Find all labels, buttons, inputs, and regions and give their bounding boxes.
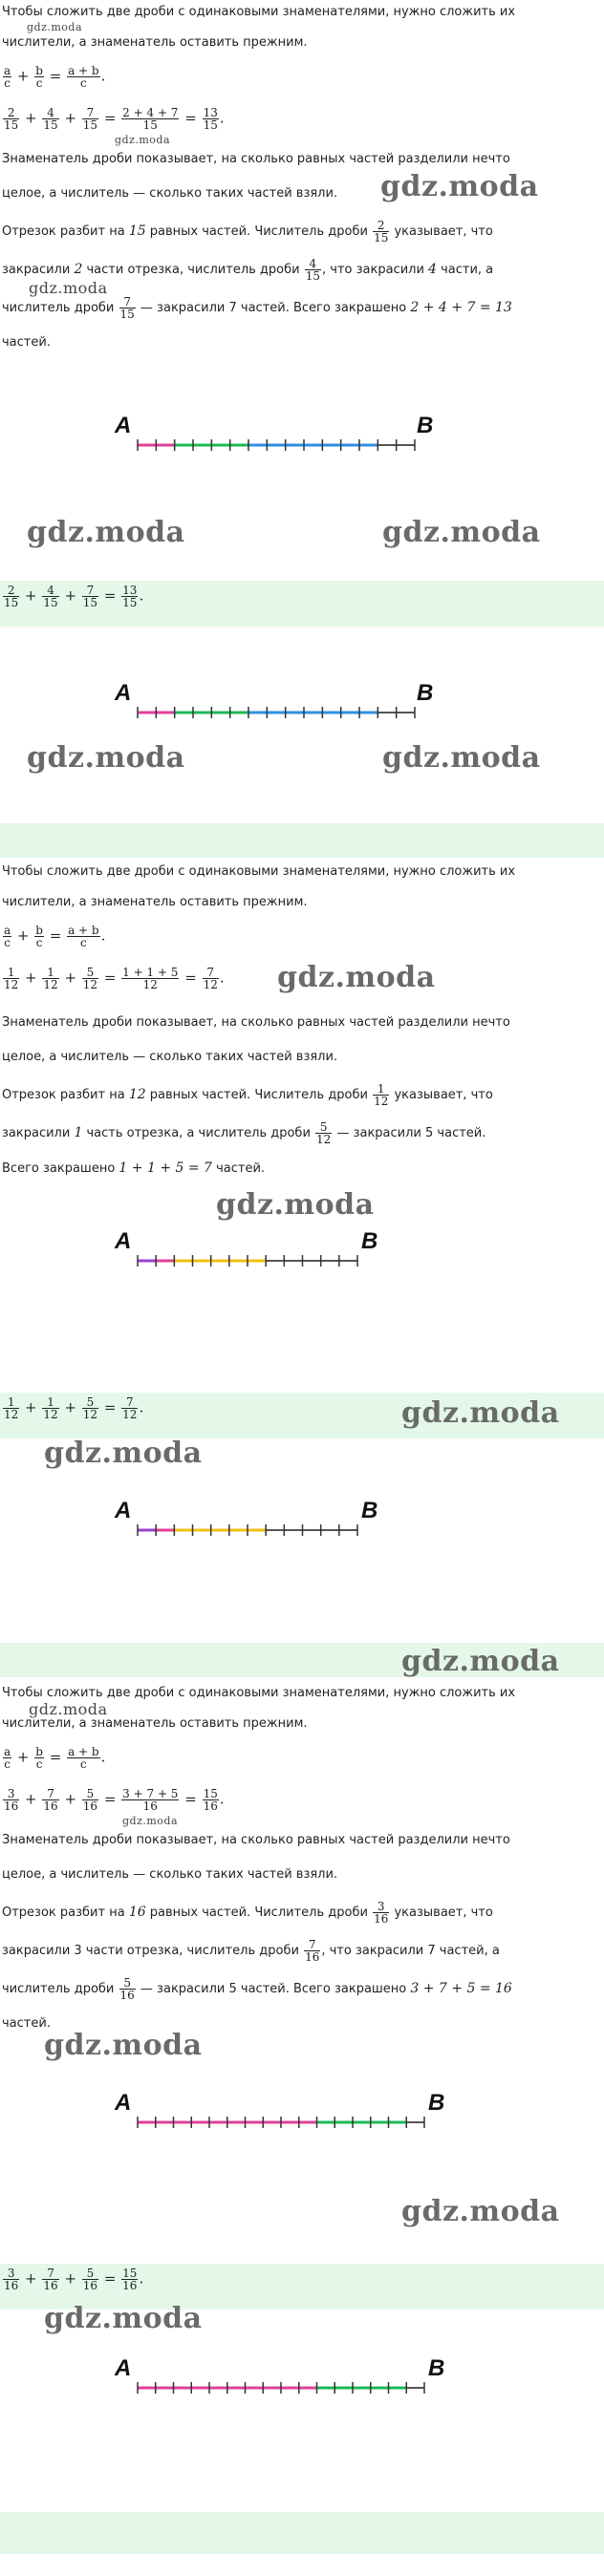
watermark: gdz.moda [44, 1437, 203, 1470]
point-a-label: A [115, 413, 132, 438]
rule-formula: $\frac{a}{c}$ + $\frac{b}{c}$ = $\frac{a + b}{c}$ . [4, 924, 106, 949]
segment-diagram [136, 1251, 365, 1270]
intro-text: Чтобы сложить две дроби с одинаковыми знаменателями, нужно сложить их [2, 1686, 516, 1700]
section-1 [0, 0, 604, 841]
watermark: gdz.moda [401, 2195, 560, 2228]
point-b-label: B [417, 413, 434, 438]
explanation-text: Всего закрашено 1 + 1 + 5 = 7 частей. [2, 1160, 266, 1176]
equation: $\frac{2}{15}$ + $\frac{4}{15}$ + $\frac{7}{15}$ = $\frac{2 + 4 + 7}{15}$ = $\frac{13}{15}$ . [4, 106, 225, 132]
watermark: gdz.moda [401, 1645, 560, 1678]
explanation-text: частей. [2, 335, 51, 350]
point-a-label: A [115, 680, 132, 706]
explanation-text: целое, а числитель — сколько таких частей взяли. [2, 1867, 338, 1882]
rule-formula: $\frac{a}{c}$ + $\frac{b}{c}$ = $\frac{a + b}{c}$ . [4, 1745, 106, 1771]
point-a-label: A [115, 2090, 132, 2116]
explanation-text: Отрезок разбит на 12 равных частей. Числитель дроби $\frac{1}{12}$ указывает, что [2, 1082, 493, 1108]
explanation-text: числитель дроби $\frac{5}{16}$ — закрасили 5 частей. Всего закрашено 3 + 7 + 5 = 16 [2, 1976, 512, 2002]
watermark: gdz.moda [401, 1396, 560, 1430]
explanation-text: числитель дроби $\frac{7}{15}$ — закрасили 7 частей. Всего закрашено 2 + 4 + 7 = 13 [2, 295, 512, 321]
section-3 [0, 1681, 604, 2522]
watermark: gdz.moda [216, 1188, 375, 1222]
segment-diagram [136, 2378, 432, 2397]
answer-equation: $\frac{3}{16}$ + $\frac{7}{16}$ + $\frac{5}{16}$ = $\frac{15}{16}$ . [4, 2267, 144, 2292]
point-b-label: B [417, 680, 434, 706]
watermark: gdz.moda [44, 2302, 203, 2335]
explanation-text: закрасили 2 части отрезка, числитель дроби $\frac{4}{15}$ , что закрасили 4 части, а [2, 257, 494, 283]
explanation-text: Знаменатель дроби показывает, на сколько равных частей разделили нечто [2, 1833, 510, 1847]
separator-band [0, 823, 604, 858]
answer-equation: $\frac{2}{15}$ + $\frac{4}{15}$ + $\frac{7}{15}$ = $\frac{13}{15}$ . [4, 584, 144, 609]
explanation-text: закрасили 1 часть отрезка, а числитель дроби $\frac{5}{12}$ — закрасили 5 частей. [2, 1120, 486, 1146]
point-a-label: A [115, 1498, 132, 1523]
segment-diagram [136, 703, 422, 722]
intro-text: числители, а знаменатель оставить прежним. [2, 895, 308, 909]
segment-diagram [136, 1521, 365, 1540]
separator-band [0, 2512, 604, 2554]
watermark: gdz.moda [382, 741, 541, 775]
explanation-text: частей. [2, 2016, 51, 2031]
explanation-text: Знаменатель дроби показывает, на сколько равных частей разделили нечто [2, 1015, 510, 1030]
watermark: gdz.moda [27, 21, 83, 33]
intro-text: числители, а знаменатель оставить прежним. [2, 1716, 308, 1731]
intro-text: Чтобы сложить две дроби с одинаковыми знаменателями, нужно сложить их [2, 864, 516, 879]
explanation-text: Отрезок разбит на 15 равных частей. Числитель дроби $\frac{2}{15}$ указывает, что [2, 219, 493, 245]
watermark: gdz.moda [44, 2029, 203, 2062]
point-b-label: B [428, 2355, 445, 2381]
intro-text: числители, а знаменатель оставить прежним. [2, 35, 308, 50]
equation: $\frac{3}{16}$ + $\frac{7}{16}$ + $\frac{5}{16}$ = $\frac{3 + 7 + 5}{16}$ = $\frac{15}{16}$ . [4, 1787, 225, 1813]
watermark: gdz.moda [277, 961, 436, 994]
explanation-text: Отрезок разбит на 16 равных частей. Числитель дроби $\frac{3}{16}$ указывает, что [2, 1900, 493, 1926]
segment-diagram [136, 2113, 432, 2132]
watermark: gdz.moda [380, 170, 539, 203]
section-2 [0, 860, 604, 1700]
equation: $\frac{1}{12}$ + $\frac{1}{12}$ + $\frac{5}{12}$ = $\frac{1 + 1 + 5}{12}$ = $\frac{7}{12}$ . [4, 966, 225, 991]
rule-formula: $\frac{a}{c}$ + $\frac{b}{c}$ = $\frac{a + b}{c}$ . [4, 64, 106, 90]
watermark: gdz.moda [29, 279, 108, 297]
point-b-label: B [361, 1228, 378, 1254]
watermark: gdz.moda [27, 516, 185, 549]
watermark: gdz.moda [29, 1700, 108, 1718]
watermark: gdz.moda [382, 516, 541, 549]
point-b-label: B [428, 2090, 445, 2116]
watermark: gdz.moda [27, 741, 185, 775]
intro-text: Чтобы сложить две дроби с одинаковыми знаменателями, нужно сложить их [2, 5, 516, 19]
explanation-text: целое, а числитель — сколько таких частей взяли. [2, 186, 338, 201]
answer-equation: $\frac{1}{12}$ + $\frac{1}{12}$ + $\frac{5}{12}$ = $\frac{7}{12}$ . [4, 1395, 144, 1421]
point-a-label: A [115, 2355, 132, 2381]
point-a-label: A [115, 1228, 132, 1254]
explanation-text: целое, а числитель — сколько таких частей взяли. [2, 1050, 338, 1064]
watermark: gdz.moda [122, 1815, 179, 1827]
point-b-label: B [361, 1498, 378, 1523]
explanation-text: закрасили 3 части отрезка, числитель дроби $\frac{7}{16}$ , что закрасили 7 частей, а [2, 1938, 500, 1964]
explanation-text: Знаменатель дроби показывает, на сколько равных частей разделили нечто [2, 152, 510, 166]
segment-diagram [136, 436, 422, 455]
watermark: gdz.moda [115, 134, 171, 146]
